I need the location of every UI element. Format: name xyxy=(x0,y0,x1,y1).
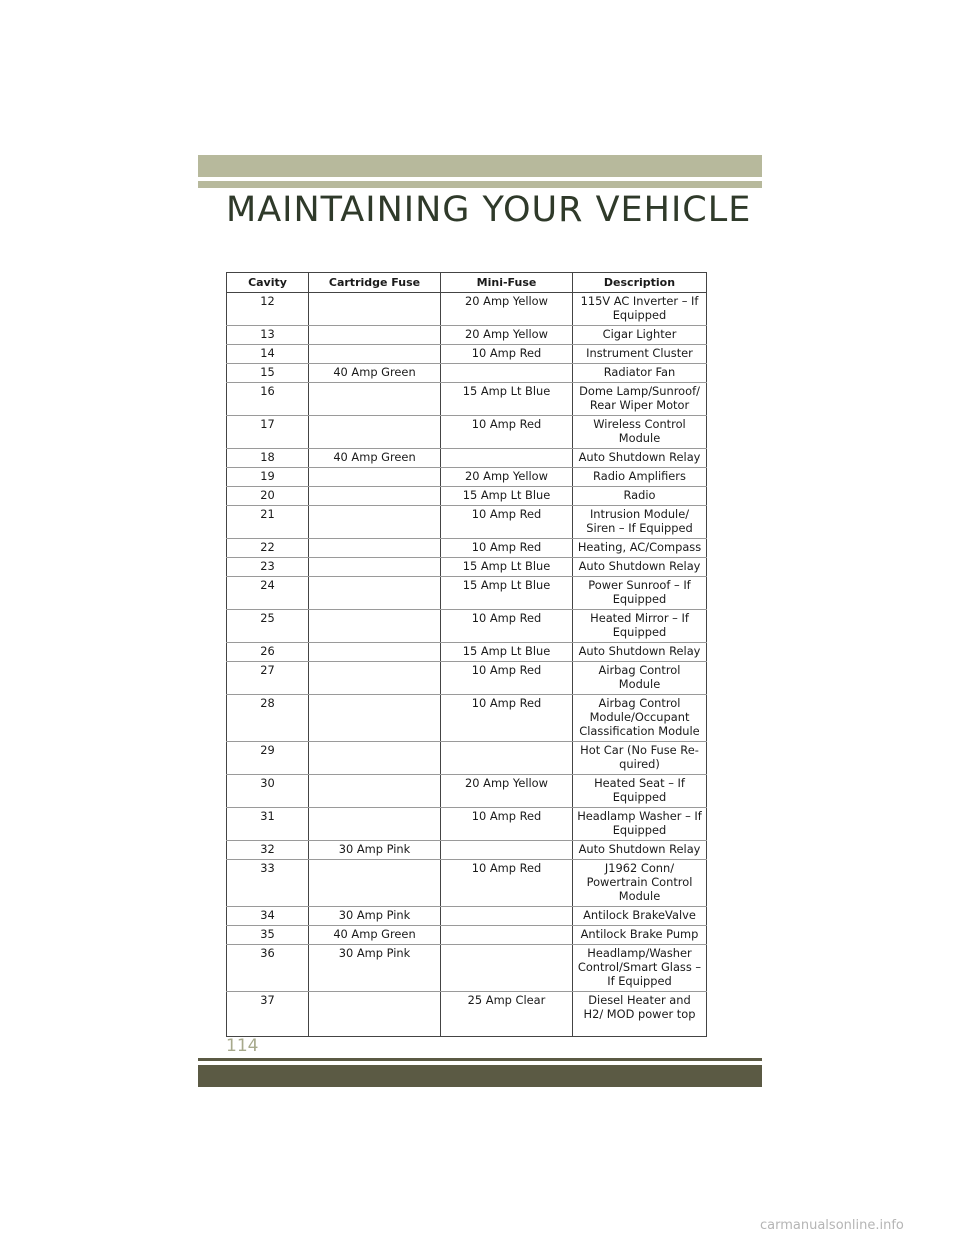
table-row xyxy=(227,742,707,775)
table-row xyxy=(227,558,707,577)
mini-fuse-cell xyxy=(441,907,573,926)
mini-fuse-cell: 10 Amp Red xyxy=(441,662,573,695)
cartridge-fuse-cell xyxy=(309,808,441,841)
cavity-cell: 23 xyxy=(227,558,309,577)
cavity-cell: 32 xyxy=(227,841,309,860)
cavity-cell: 27 xyxy=(227,662,309,695)
table-row xyxy=(227,945,707,992)
description-cell: Heated Seat – If Equipped xyxy=(573,775,707,808)
mini-fuse-cell xyxy=(441,926,573,945)
cartridge-fuse-cell xyxy=(309,539,441,558)
mini-fuse-cell: 20 Amp Yellow xyxy=(441,293,573,326)
cartridge-fuse-cell xyxy=(309,662,441,695)
table-row xyxy=(227,577,707,610)
mini-fuse-cell xyxy=(441,742,573,775)
mini-fuse-cell xyxy=(441,449,573,468)
footer-band-rule xyxy=(198,1058,762,1061)
description-cell: Radiator Fan xyxy=(573,364,707,383)
table-row xyxy=(227,907,707,926)
table-row xyxy=(227,487,707,506)
cavity-cell: 24 xyxy=(227,577,309,610)
table-row xyxy=(227,662,707,695)
fuse-table xyxy=(226,272,707,1037)
description-cell: Auto Shutdown Relay xyxy=(573,558,707,577)
section-title: MAINTAINING YOUR VEHICLE xyxy=(226,190,752,230)
footer-band xyxy=(198,1065,762,1087)
mini-fuse-cell: 25 Amp Clear xyxy=(441,992,573,1037)
mini-fuse-cell: 20 Amp Yellow xyxy=(441,775,573,808)
table-row xyxy=(227,416,707,449)
cavity-cell: 13 xyxy=(227,326,309,345)
description-cell: Cigar Lighter xyxy=(573,326,707,345)
description-cell: Power Sunroof – If Equipped xyxy=(573,577,707,610)
description-cell: Antilock BrakeValve xyxy=(573,907,707,926)
cartridge-fuse-cell xyxy=(309,558,441,577)
mini-fuse-cell: 15 Amp Lt Blue xyxy=(441,383,573,416)
table-row xyxy=(227,506,707,539)
description-cell: Instrument Cluster xyxy=(573,345,707,364)
cartridge-fuse-cell xyxy=(309,695,441,742)
header-band-rule xyxy=(198,181,762,188)
table-row xyxy=(227,775,707,808)
header-band xyxy=(198,155,762,177)
description-cell: Wireless Control Module xyxy=(573,416,707,449)
table-row xyxy=(227,610,707,643)
table-row xyxy=(227,364,707,383)
cartridge-fuse-cell: 40 Amp Green xyxy=(309,926,441,945)
cavity-cell: 33 xyxy=(227,860,309,907)
description-cell: Radio xyxy=(573,487,707,506)
table-row xyxy=(227,841,707,860)
mini-fuse-cell xyxy=(441,945,573,992)
cartridge-fuse-cell: 30 Amp Pink xyxy=(309,841,441,860)
table-row xyxy=(227,539,707,558)
cavity-cell: 18 xyxy=(227,449,309,468)
mini-fuse-cell: 10 Amp Red xyxy=(441,345,573,364)
cavity-cell: 36 xyxy=(227,945,309,992)
cartridge-fuse-cell xyxy=(309,506,441,539)
cavity-cell: 37 xyxy=(227,992,309,1037)
mini-fuse-cell: 15 Amp Lt Blue xyxy=(441,577,573,610)
column-header-cavity: Cavity xyxy=(227,273,309,293)
cartridge-fuse-cell xyxy=(309,643,441,662)
cavity-cell: 28 xyxy=(227,695,309,742)
mini-fuse-cell: 20 Amp Yellow xyxy=(441,326,573,345)
description-cell: Headlamp Washer – If Equipped xyxy=(573,808,707,841)
cartridge-fuse-cell xyxy=(309,293,441,326)
table-row xyxy=(227,860,707,907)
cavity-cell: 25 xyxy=(227,610,309,643)
watermark: carmanualsonline.info xyxy=(760,1218,904,1233)
table-row xyxy=(227,468,707,487)
cavity-cell: 35 xyxy=(227,926,309,945)
mini-fuse-cell: 10 Amp Red xyxy=(441,539,573,558)
cartridge-fuse-cell xyxy=(309,383,441,416)
description-cell: Radio Amplifiers xyxy=(573,468,707,487)
table-row xyxy=(227,992,707,1037)
mini-fuse-cell: 10 Amp Red xyxy=(441,860,573,907)
table-row xyxy=(227,449,707,468)
mini-fuse-cell: 10 Amp Red xyxy=(441,808,573,841)
cartridge-fuse-cell xyxy=(309,487,441,506)
table-row xyxy=(227,293,707,326)
cavity-cell: 22 xyxy=(227,539,309,558)
cartridge-fuse-cell xyxy=(309,860,441,907)
mini-fuse-cell: 10 Amp Red xyxy=(441,506,573,539)
cartridge-fuse-cell xyxy=(309,345,441,364)
table-row xyxy=(227,383,707,416)
description-cell: Heating, AC/Compass xyxy=(573,539,707,558)
mini-fuse-cell: 10 Amp Red xyxy=(441,695,573,742)
mini-fuse-cell: 15 Amp Lt Blue xyxy=(441,558,573,577)
mini-fuse-cell xyxy=(441,364,573,383)
description-cell: Dome Lamp/Sunroof/ Rear Wiper Motor xyxy=(573,383,707,416)
cavity-cell: 31 xyxy=(227,808,309,841)
cartridge-fuse-cell xyxy=(309,992,441,1037)
description-cell: Auto Shutdown Relay xyxy=(573,643,707,662)
table-row xyxy=(227,643,707,662)
cartridge-fuse-cell xyxy=(309,775,441,808)
cavity-cell: 15 xyxy=(227,364,309,383)
mini-fuse-cell: 15 Amp Lt Blue xyxy=(441,487,573,506)
description-cell: Auto Shutdown Relay xyxy=(573,841,707,860)
cartridge-fuse-cell: 30 Amp Pink xyxy=(309,907,441,926)
table-row xyxy=(227,695,707,742)
cavity-cell: 30 xyxy=(227,775,309,808)
description-cell: J1962 Conn/ Powertrain Control Module xyxy=(573,860,707,907)
cartridge-fuse-cell xyxy=(309,326,441,345)
column-header-description: Description xyxy=(573,273,707,293)
table-row xyxy=(227,345,707,364)
description-cell: Auto Shutdown Relay xyxy=(573,449,707,468)
description-cell: Heated Mirror – If Equipped xyxy=(573,610,707,643)
cavity-cell: 19 xyxy=(227,468,309,487)
cartridge-fuse-cell xyxy=(309,610,441,643)
table-header-row xyxy=(227,273,707,293)
table-row xyxy=(227,926,707,945)
cavity-cell: 34 xyxy=(227,907,309,926)
cavity-cell: 20 xyxy=(227,487,309,506)
column-header-cartridge-fuse: Cartridge Fuse xyxy=(309,273,441,293)
cavity-cell: 12 xyxy=(227,293,309,326)
cavity-cell: 14 xyxy=(227,345,309,364)
table-row xyxy=(227,808,707,841)
description-cell: Airbag Control Module xyxy=(573,662,707,695)
column-header-mini-fuse: Mini-Fuse xyxy=(441,273,573,293)
cartridge-fuse-cell: 30 Amp Pink xyxy=(309,945,441,992)
description-cell: Antilock Brake Pump xyxy=(573,926,707,945)
fuse-table-body xyxy=(227,293,707,1037)
mini-fuse-cell: 10 Amp Red xyxy=(441,610,573,643)
table-row xyxy=(227,326,707,345)
cartridge-fuse-cell xyxy=(309,416,441,449)
cartridge-fuse-cell: 40 Amp Green xyxy=(309,364,441,383)
description-cell: 115V AC Inverter – If Equipped xyxy=(573,293,707,326)
cavity-cell: 29 xyxy=(227,742,309,775)
mini-fuse-cell: 20 Amp Yellow xyxy=(441,468,573,487)
cavity-cell: 26 xyxy=(227,643,309,662)
mini-fuse-cell xyxy=(441,841,573,860)
cartridge-fuse-cell xyxy=(309,468,441,487)
cartridge-fuse-cell xyxy=(309,742,441,775)
description-cell: Airbag Control Module/Occupant Classification Module xyxy=(573,695,707,742)
description-cell: Hot Car (No Fuse Re- quired) xyxy=(573,742,707,775)
mini-fuse-cell: 15 Amp Lt Blue xyxy=(441,643,573,662)
cavity-cell: 17 xyxy=(227,416,309,449)
cavity-cell: 21 xyxy=(227,506,309,539)
description-cell: Diesel Heater and H2/ MOD power top xyxy=(573,992,707,1037)
page-number: 114 xyxy=(226,1036,259,1056)
description-cell: Intrusion Module/ Siren – If Equipped xyxy=(573,506,707,539)
cartridge-fuse-cell: 40 Amp Green xyxy=(309,449,441,468)
description-cell: Headlamp/Washer Control/Smart Glass – If Equipped xyxy=(573,945,707,992)
mini-fuse-cell: 10 Amp Red xyxy=(441,416,573,449)
cavity-cell: 16 xyxy=(227,383,309,416)
cartridge-fuse-cell xyxy=(309,577,441,610)
